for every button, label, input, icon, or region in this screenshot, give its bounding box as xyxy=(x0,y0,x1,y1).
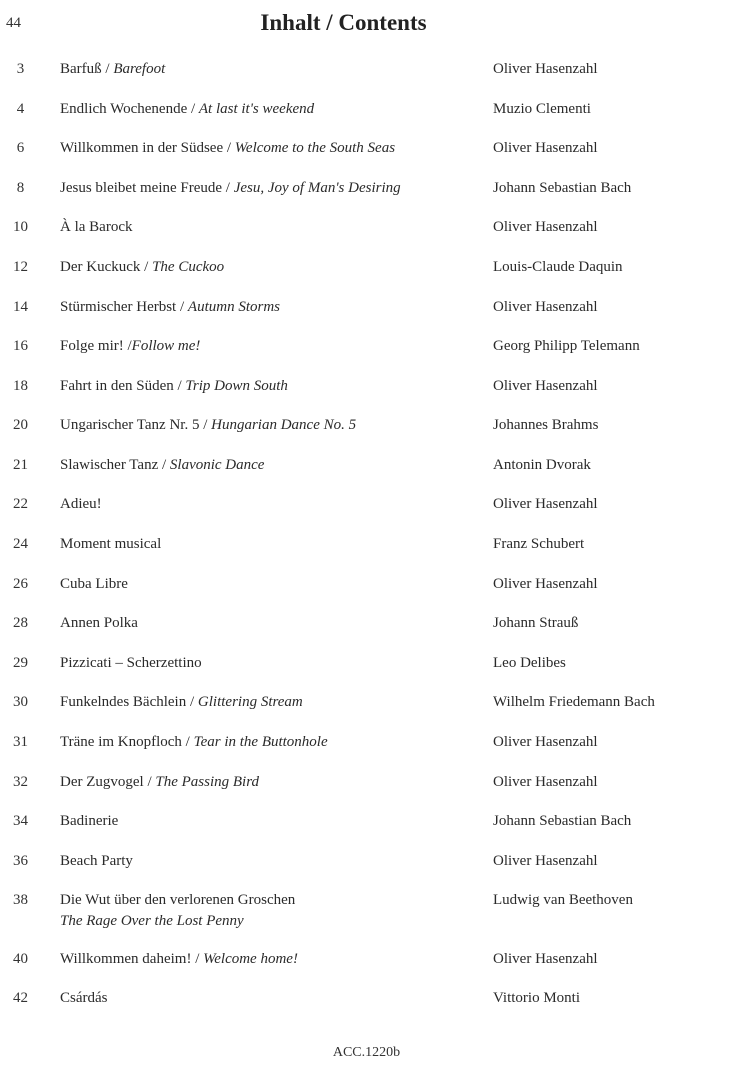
toc-page-number: 26 xyxy=(13,576,28,592)
toc-title-de: Adieu! xyxy=(60,496,102,512)
toc-title xyxy=(60,338,480,355)
toc-composer: Oliver Hasenzahl xyxy=(493,774,598,790)
toc-page-number: 42 xyxy=(13,990,28,1006)
toc-title-en: Welcome to the South Seas xyxy=(234,140,396,156)
toc-page-number: 10 xyxy=(13,219,28,235)
toc-page-number: 18 xyxy=(13,378,28,394)
toc-composer: Ludwig van Beethoven xyxy=(493,892,633,908)
toc-page-number: 16 xyxy=(13,338,28,354)
toc-composer: Oliver Hasenzahl xyxy=(493,378,598,394)
toc-title xyxy=(60,655,480,672)
toc-row xyxy=(0,990,733,1028)
toc-row xyxy=(0,140,733,178)
toc-title-de: Der Kuckuck / xyxy=(60,259,153,275)
toc-title xyxy=(60,615,480,632)
toc-title-de: Willkommen daheim! / xyxy=(60,951,204,967)
toc-row xyxy=(0,813,733,851)
toc-title xyxy=(60,813,480,830)
toc-title xyxy=(60,61,480,78)
toc-title xyxy=(60,417,480,434)
toc-title-de: Folge mir! / xyxy=(60,338,132,354)
toc-row xyxy=(0,536,733,574)
toc-title xyxy=(60,496,480,513)
toc-title xyxy=(60,694,480,711)
toc-composer: Johann Sebastian Bach xyxy=(493,180,632,196)
toc-title-de: Stürmischer Herbst / xyxy=(60,299,188,315)
toc-composer: Johannes Brahms xyxy=(493,417,599,433)
toc-row xyxy=(0,892,733,936)
toc-row xyxy=(0,219,733,257)
toc-row xyxy=(0,378,733,416)
toc-row xyxy=(0,417,733,455)
catalog-code: ACC.1220b xyxy=(332,1045,401,1060)
toc-row xyxy=(0,101,733,139)
toc-title-de: Endlich Wochenende / xyxy=(60,101,199,117)
toc-row xyxy=(0,853,733,891)
toc-title-de: Ungarischer Tanz Nr. 5 / xyxy=(60,417,212,433)
toc-title-de: Badinerie xyxy=(60,813,119,829)
toc-title-en: Autumn Storms xyxy=(187,299,280,315)
toc-title-en: Barefoot xyxy=(113,61,166,77)
toc-title-de: Cuba Libre xyxy=(60,576,128,592)
toc-page-number: 30 xyxy=(13,694,28,710)
toc-title-de: À la Barock xyxy=(60,219,133,235)
toc-page-number: 32 xyxy=(13,774,28,790)
page-title: Inhalt / Contents xyxy=(260,10,427,35)
toc-page-number: 8 xyxy=(16,180,25,196)
toc-row xyxy=(0,734,733,772)
toc-title xyxy=(60,101,480,118)
toc-title xyxy=(60,378,480,395)
toc-page-number: 34 xyxy=(13,813,28,829)
toc-title-en: Hungarian Dance No. 5 xyxy=(211,417,357,433)
toc-row xyxy=(0,338,733,376)
toc-composer: Johann Sebastian Bach xyxy=(493,813,632,829)
toc-title-de: Jesus bleibet meine Freude / xyxy=(60,180,234,196)
toc-title-de: Fahrt in den Süden / xyxy=(60,378,186,394)
toc-row xyxy=(0,694,733,732)
toc-composer: Oliver Hasenzahl xyxy=(493,61,598,77)
toc-composer: Vittorio Monti xyxy=(493,990,581,1006)
toc-title xyxy=(60,576,480,593)
toc-composer: Oliver Hasenzahl xyxy=(493,853,598,869)
toc-row xyxy=(0,655,733,693)
toc-title-en: Follow me! xyxy=(131,338,201,354)
toc-page-number: 20 xyxy=(13,417,28,433)
toc-row xyxy=(0,615,733,653)
toc-title-en: The Cuckoo xyxy=(152,259,225,275)
toc-composer: Antonin Dvorak xyxy=(493,457,591,473)
toc-title-de: Slawischer Tanz / xyxy=(60,457,170,473)
toc-title-en: Tear in the Buttonhole xyxy=(193,734,328,750)
toc-page-number: 38 xyxy=(13,892,28,908)
toc-title-en: The Passing Bird xyxy=(155,774,260,790)
toc-title-en: Trip Down South xyxy=(185,378,288,394)
toc-title xyxy=(60,774,480,791)
toc-title xyxy=(60,259,480,276)
toc-row xyxy=(0,259,733,297)
toc-title xyxy=(60,219,480,236)
toc-composer: Johann Strauß xyxy=(493,615,579,631)
toc-page-number: 36 xyxy=(13,853,28,869)
toc-page-number: 21 xyxy=(13,457,28,473)
toc-title-en: The Rage Over the Lost Penny xyxy=(60,913,244,929)
toc-composer: Oliver Hasenzahl xyxy=(493,951,598,967)
toc-page-number: 28 xyxy=(13,615,28,631)
toc-page-number: 3 xyxy=(16,61,25,77)
toc-title xyxy=(60,457,480,474)
toc-page-number: 14 xyxy=(13,299,28,315)
toc-row xyxy=(0,774,733,812)
toc-title-en: Slavonic Dance xyxy=(169,457,265,473)
toc-title xyxy=(60,853,480,870)
toc-title-en: Welcome home! xyxy=(203,951,298,967)
toc-title-de: Funkelndes Bächlein / xyxy=(60,694,198,710)
toc-composer: Oliver Hasenzahl xyxy=(493,496,598,512)
toc-title-en: Glittering Stream xyxy=(197,694,303,710)
toc-composer: Leo Delibes xyxy=(493,655,566,671)
toc-row xyxy=(0,299,733,337)
toc-page-number: 6 xyxy=(16,140,25,156)
toc-row xyxy=(0,61,733,99)
toc-title xyxy=(60,180,480,197)
toc-title-de: Der Zugvogel / xyxy=(60,774,156,790)
toc-page-number: 4 xyxy=(16,101,25,117)
toc-row xyxy=(0,951,733,989)
toc-composer: Oliver Hasenzahl xyxy=(493,576,598,592)
toc-title xyxy=(60,299,480,316)
toc-title xyxy=(60,536,480,553)
toc-title-de: Annen Polka xyxy=(60,615,138,631)
toc-title-de: Die Wut über den verlorenen Groschen xyxy=(60,892,296,908)
toc-title-de: Pizzicati – Scherzettino xyxy=(60,655,202,671)
toc-title-de: Csárdás xyxy=(60,990,108,1006)
toc-page-number: 22 xyxy=(13,496,28,512)
toc-composer: Muzio Clementi xyxy=(493,101,591,117)
toc-title xyxy=(60,734,480,751)
toc-title-en: Jesu, Joy of Man's Desiring xyxy=(233,180,401,196)
toc-title xyxy=(60,892,480,930)
toc-title-de: Willkommen in der Südsee / xyxy=(60,140,235,156)
toc-title-en: At last it's weekend xyxy=(198,101,315,117)
toc-composer: Franz Schubert xyxy=(493,536,585,552)
toc-page-number: 40 xyxy=(13,951,28,967)
toc-title xyxy=(60,990,480,1007)
toc-composer: Oliver Hasenzahl xyxy=(493,140,598,156)
toc-title-de: Träne im Knopfloch / xyxy=(60,734,194,750)
toc-title xyxy=(60,140,480,157)
toc-title-de: Beach Party xyxy=(60,853,133,869)
toc-composer: Georg Philipp Telemann xyxy=(493,338,640,354)
toc-composer: Louis-Claude Daquin xyxy=(493,259,623,275)
toc-page-number: 12 xyxy=(13,259,28,275)
toc-page-number: 29 xyxy=(13,655,28,671)
toc-page-number: 24 xyxy=(13,536,28,552)
toc-row xyxy=(0,496,733,534)
page-number: 44 xyxy=(6,15,21,31)
toc-title xyxy=(60,951,480,968)
toc-row xyxy=(0,457,733,495)
toc-row xyxy=(0,180,733,218)
toc-composer: Wilhelm Friedemann Bach xyxy=(493,694,655,710)
toc-composer: Oliver Hasenzahl xyxy=(493,219,598,235)
toc-page-number: 31 xyxy=(13,734,28,750)
toc-row xyxy=(0,576,733,614)
toc-title-de: Moment musical xyxy=(60,536,162,552)
toc-title-de: Barfuß / xyxy=(60,61,114,77)
toc-composer: Oliver Hasenzahl xyxy=(493,299,598,315)
toc-composer: Oliver Hasenzahl xyxy=(493,734,598,750)
